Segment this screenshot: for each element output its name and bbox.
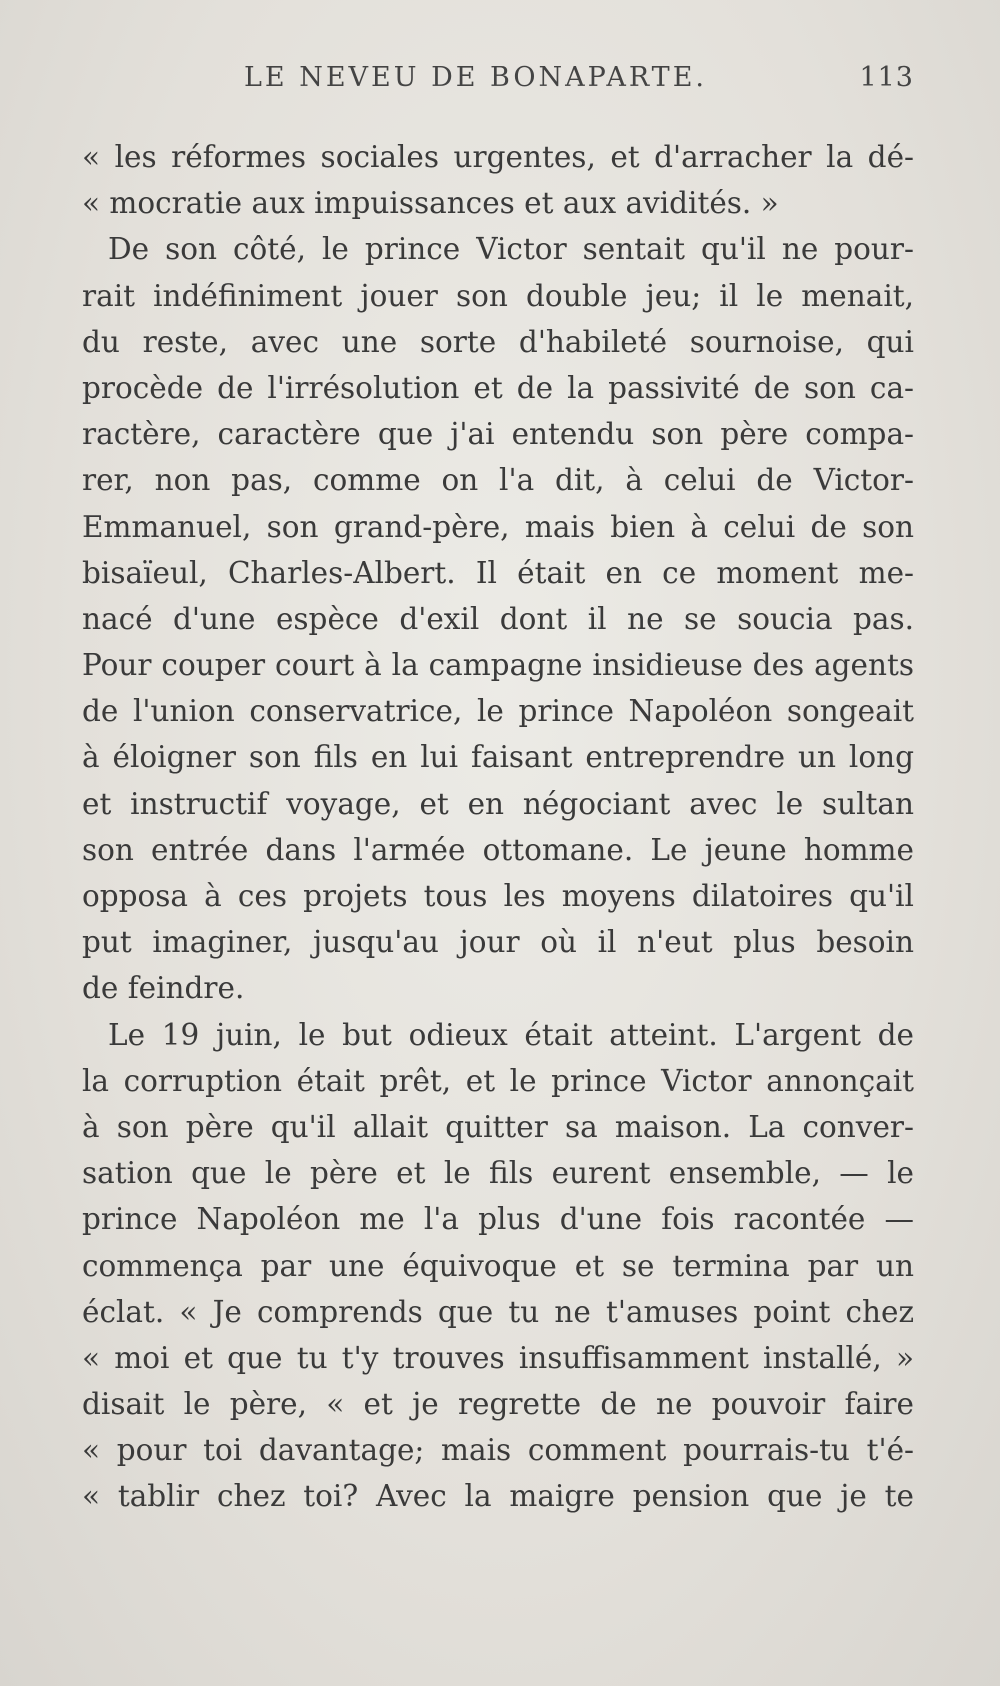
text-line: à éloigner son fils en lui faisant entreprendre un long [82, 740, 914, 775]
text-line: commença par une équivoque et se termina par un [82, 1248, 914, 1283]
text-line: procède de l'irrésolution et de la passivité de son ca- [82, 370, 914, 405]
text-line: Emmanuel, son grand-père, mais bien à celui de son [82, 509, 914, 544]
running-head [82, 62, 914, 102]
running-head-title: LE NEVEU DE BONAPARTE. [244, 62, 707, 93]
text-line: disait le père, « et je regrette de ne pouvoir faire [82, 1387, 914, 1422]
text-line: prince Napoléon me l'a plus d'une fois racontée — [82, 1202, 914, 1237]
text-line: de l'union conservatrice, le prince Napoléon songeait [82, 694, 914, 729]
text-line: put imaginer, jusqu'au jour où il n'eut plus besoin [82, 925, 914, 960]
text-line: « mocratie aux impuissances et aux avidités. » [82, 186, 779, 221]
text-line: de feindre. [82, 971, 245, 1006]
text-line: la corruption était prêt, et le prince Victor annonçait [82, 1063, 914, 1098]
text-line: « les réformes sociales urgentes, et d'arracher la dé- [82, 140, 914, 174]
text-line: son entrée dans l'armée ottomane. Le jeune homme [82, 832, 914, 867]
text-line: du reste, avec une sorte d'habileté sournoise, qui [82, 324, 914, 359]
text-line: Le 19 juin, le but odieux était atteint. L'argent de [108, 1017, 914, 1052]
text-line: rait indéfiniment jouer son double jeu; il le menait, [82, 278, 914, 313]
text-line: Pour couper court à la campagne insidieuse des agents [82, 648, 914, 683]
text-line: rer, non pas, comme on l'a dit, à celui de Victor- [82, 463, 914, 498]
text-line: nacé d'une espèce d'exil dont il ne se soucia pas. [82, 601, 914, 636]
text-line: sation que le père et le fils eurent ensemble, — le [82, 1156, 914, 1191]
text-line: De son côté, le prince Victor sentait qu'il ne pour- [108, 232, 914, 267]
body-text [82, 134, 914, 1520]
text-line: éclat. « Je comprends que tu ne t'amuses point chez [82, 1294, 914, 1329]
page-number: 113 [859, 62, 914, 93]
text-line: et instructif voyage, et en négociant avec le sultan [82, 786, 914, 821]
text-line: bisaïeul, Charles-Albert. Il était en ce moment me- [82, 555, 914, 590]
text-line: opposa à ces projets tous les moyens dilatoires qu'il [82, 879, 914, 913]
text-line: ractère, caractère que j'ai entendu son père compa- [82, 417, 914, 452]
text-line: « tablir chez toi? Avec la maigre pension que je te [82, 1479, 914, 1514]
text-line: « pour toi davantage; mais comment pourrais-tu t'é- [82, 1433, 914, 1468]
text-line: « moi et que tu t'y trouves insuffisamment installé, » [82, 1340, 914, 1375]
text-line: à son père qu'il allait quitter sa maison. La conver- [82, 1109, 914, 1144]
